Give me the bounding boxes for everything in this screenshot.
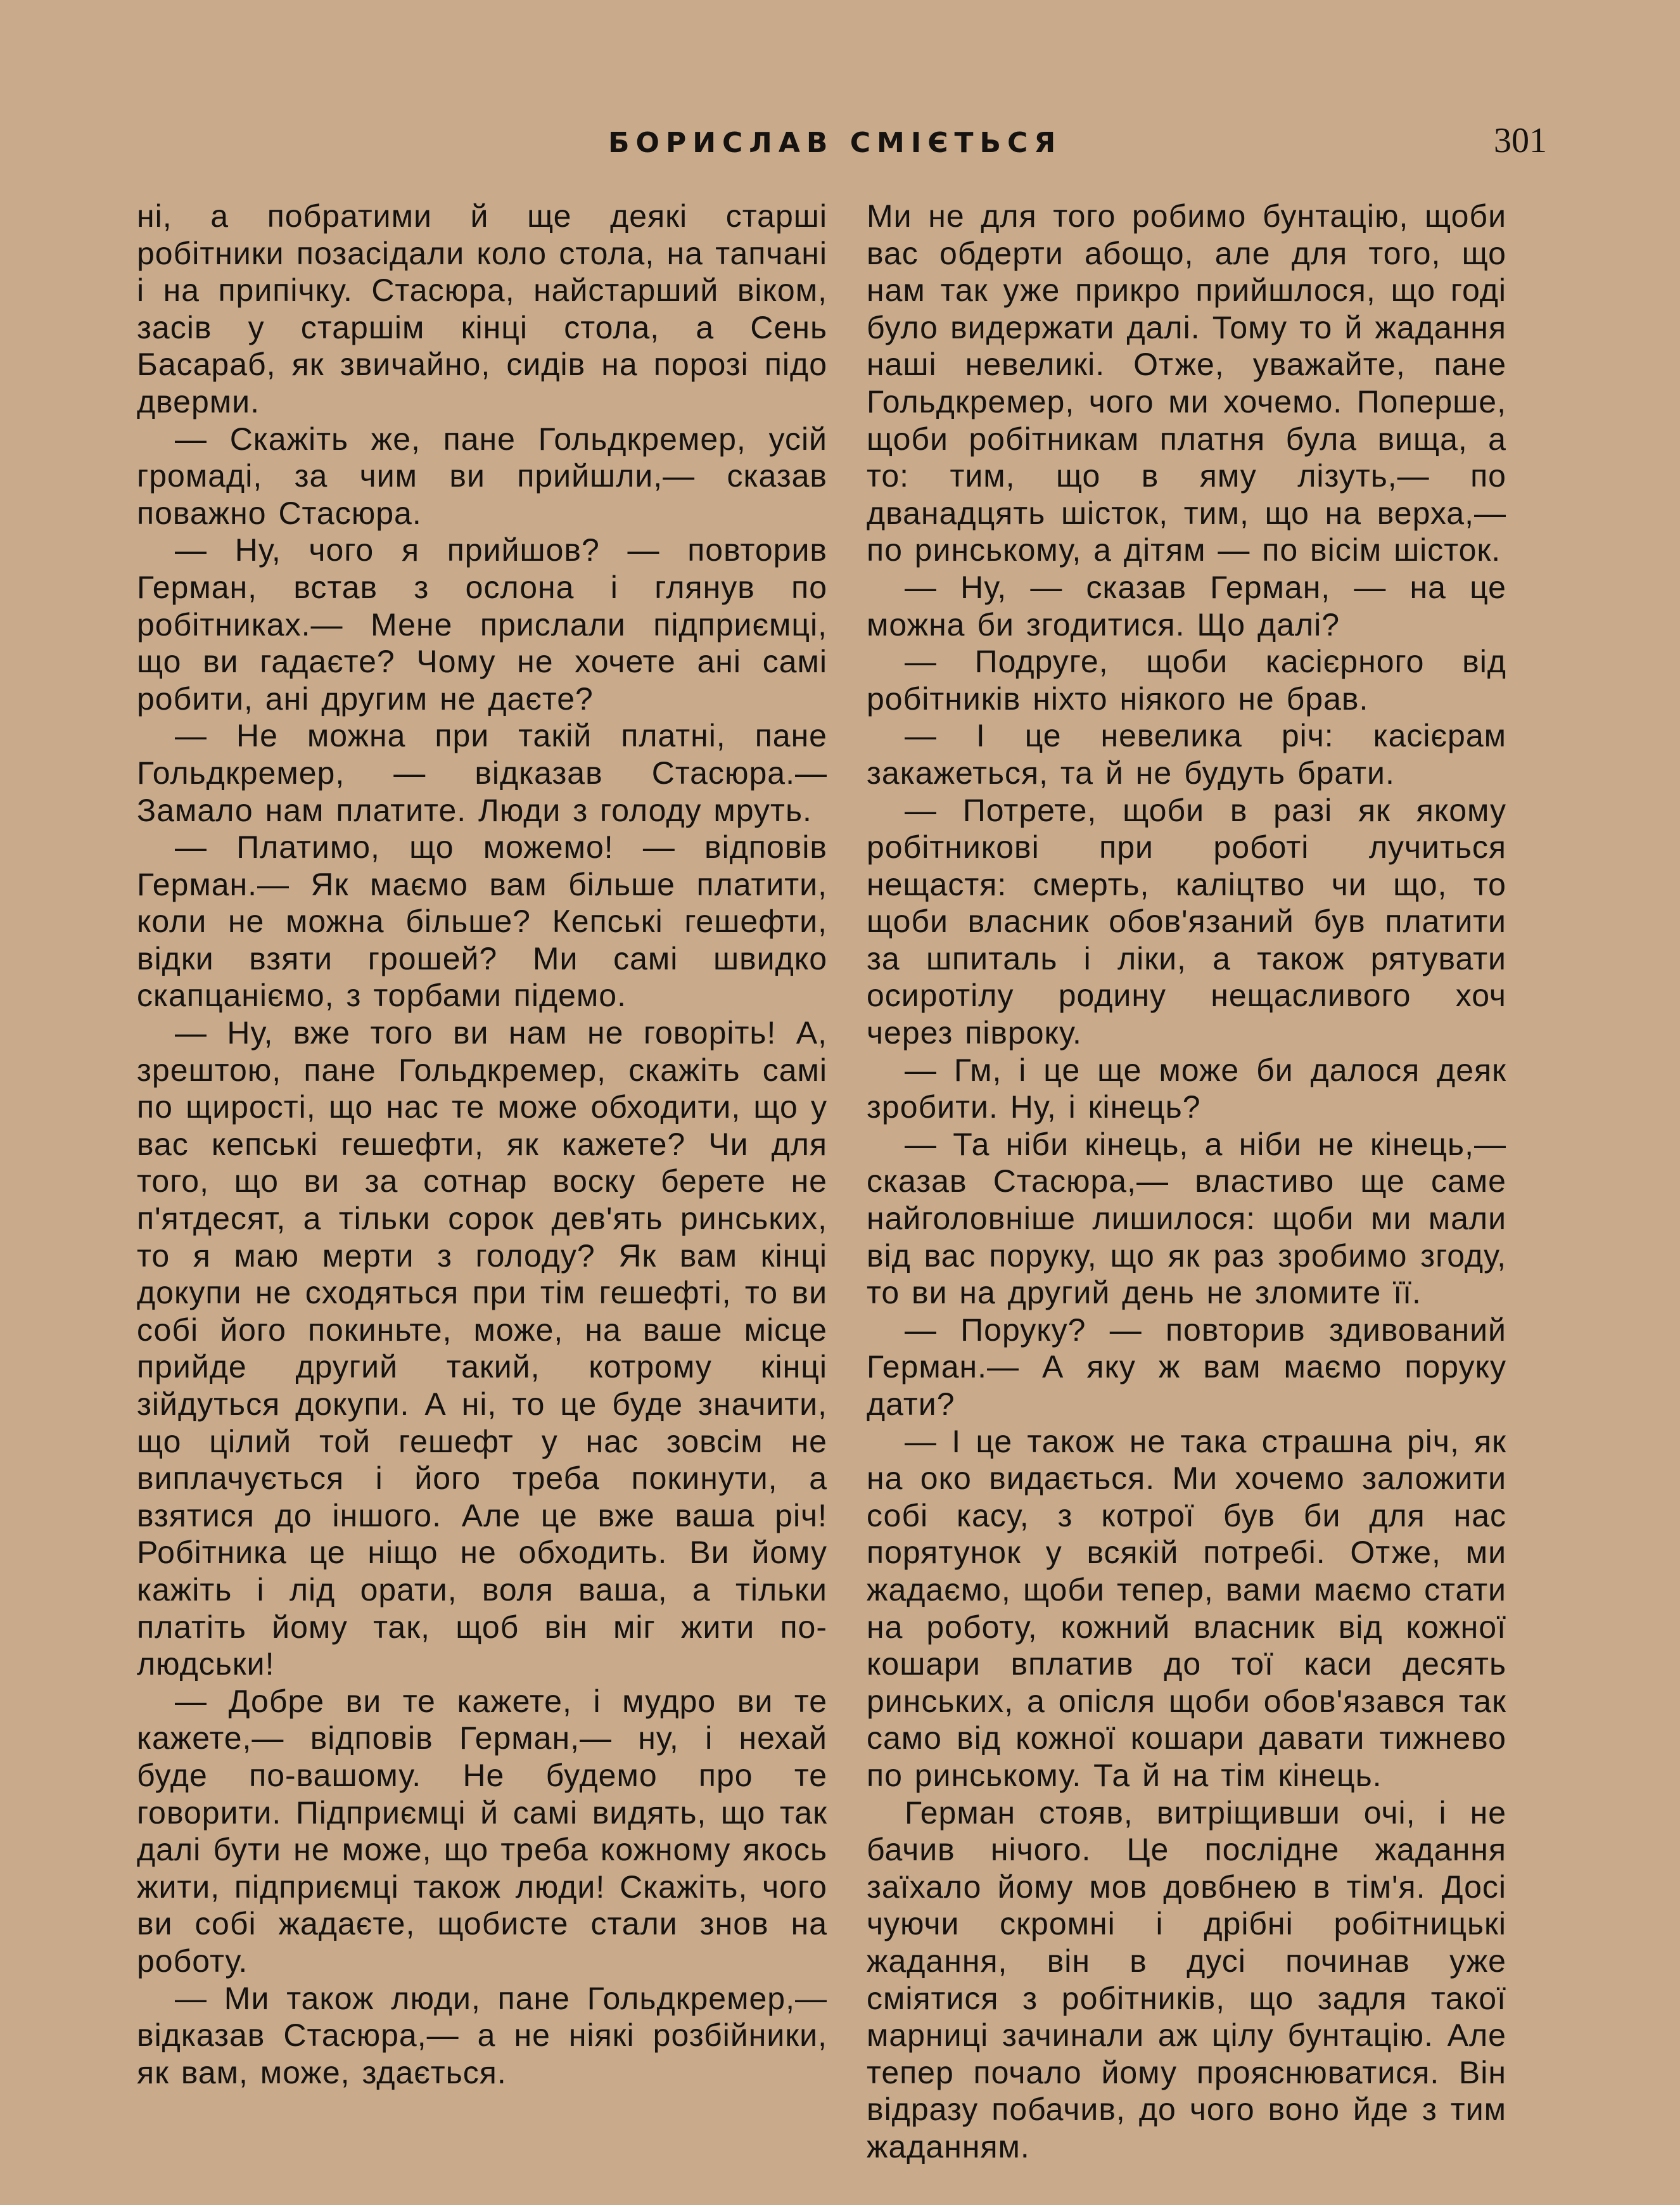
left-column: [137, 198, 827, 2091]
paragraph: — Поруку? — повторив здивований Герман.— А яку ж вам маємо поруку дати?: [867, 1312, 1506, 1422]
paragraph: ні, а побратими й ще деякі старші робітники позасідали коло стола, на тапчані і на припічку. Стасюра, найстарший віком, засів у старшім кінці стола, а Сень Басараб, як звичайно, сидів на порозі підо дверми.: [137, 198, 827, 419]
paragraph: — Скажіть же, пане Гольдкремер, усій громаді, за чим ви прийшли,— сказав поважно Стасюра.: [137, 421, 827, 531]
paragraph: — Подруге, щоби касієрного від робітників ніхто ніякого не брав.: [867, 644, 1506, 717]
paragraph: — Та ніби кінець, а ніби не кінець,— сказав Стасюра,— властиво ще саме найголовніше лишилося: щоби ми мали від вас поруку, що як раз зробимо згоду, то ви на другий день не зломите її.: [867, 1126, 1506, 1311]
running-head: [0, 121, 1680, 169]
paragraph: — І це невелика річ: касієрам закажеться, та й не будуть брати.: [867, 718, 1506, 791]
paragraph: Герман стояв, витріщивши очі, і не бачив нічого. Це послідне жадання заїхало йому мов довбнею в тім'я. Досі чуючи скромні і дрібні робітницькі жадання, він в дусі починав уже сміятися з робітників, що задля такої марниці зачинали аж цілу бунтацію. Але тепер почало йому прояснюватися. Він відразу побачив, до чого воно йде з тим жаданням.: [867, 1794, 1506, 2164]
paragraph: — Добре ви те кажете, і мудро ви те кажете,— відповів Герман,— ну, і нехай буде по-вашому. Не будемо про те говорити. Підприємці й самі видять, що так далі бути не може, що треба кожному якось жити, підприємці також люди! Скажіть, чого ви собі жадаєте, щобисте стали знов на роботу.: [137, 1683, 827, 1979]
paragraph: — Ми також люди, пане Гольдкремер,— відказав Стасюра,— а не ніякі розбійники, як вам, може, здається.: [137, 1980, 827, 2090]
right-column: [867, 198, 1506, 2165]
page-number: 301: [1494, 121, 1547, 160]
paragraph: — Ну, вже того ви нам не говоріть! А, зрештою, пане Гольдкремер, скажіть самі по щирості, що нас те може обходити, що у вас кепські гешефти, як кажете? Чи для того, що ви за сотнар воску берете не п'ятдесят, а тільки сорок дев'ять ринських, то я маю мерти з голоду? Як вам кінці докупи не сходяться при тім гешефті, то ви собі його покиньте, може, на ваше місце прийде другий такий, котрому кінці зійдуться докупи. А ні, то це буде значити, що цілий той гешефт у нас зовсім не виплачується і його треба покинути, а взятися до іншого. Але це вже ваша річ! Робітника це ніщо не обходить. Ви йому кажіть і лід орати, воля ваша, а тільки платіть йому так, щоб він міг жити по-людськи!: [137, 1015, 827, 1682]
paragraph: — Платимо, що можемо! — відповів Герман.— Як маємо вам більше платити, коли не можна більше? Кепські гешефти, відки взяти грошей? Ми самі швидко скапцаніємо, з торбами підемо.: [137, 829, 827, 1014]
paragraph: — І це також не така страшна річ, як на око видається. Ми хочемо заложити собі касу, з котрої був би для нас порятунок у всякій потребі. Отже, ми жадаємо, щоби тепер, вами маємо стати на роботу, кожний власник від кожної кошари вплатив до тої каси десять ринських, а опісля щоби обов'язався так само від кожної кошари давати тижнево по ринському. Та й на тім кінець.: [867, 1423, 1506, 1793]
paragraph: — Не можна при такій платні, пане Гольдкремер, — відказав Стасюра.— Замало нам платите. Люди з голоду мруть.: [137, 718, 827, 828]
paragraph: — Гм, і це ще може би далося деяк зробити. Ну, і кінець?: [867, 1052, 1506, 1125]
paragraph: — Потрете, щоби в разі як якому робітникові при роботі лучиться нещастя: смерть, каліцтво чи що, то щоби власник обов'язаний був платити за шпиталь і ліки, а також рятувати осиротілу родину нещасливого хоч через півроку.: [867, 792, 1506, 1051]
paragraph: Ми не для того робимо бунтацію, щоби вас обдерти абощо, але для того, що нам так уже прикро прийшлося, що годі було видержати далі. Тому то й жадання наші невеликі. Отже, уважайте, пане Гольдкремер, чого ми хочемо. Поперше, щоби робітникам платня була вища, а то: тим, що в яму лізуть,— по дванадцять шісток, тим, що на верха,— по ринському, а дітям — по вісім шісток.: [867, 198, 1506, 568]
paragraph: — Ну, — сказав Герман, — на це можна би згодитися. Що далі?: [867, 569, 1506, 642]
running-title: БОРИСЛАВ СМІЄТЬСЯ: [608, 127, 1062, 159]
paragraph: — Ну, чого я прийшов? — повторив Герман, встав з ослона і глянув по робітниках.— Мене прислали підприємці, що ви гадаєте? Чому не хочете ані самі робити, ані другим не даєте?: [137, 532, 827, 717]
